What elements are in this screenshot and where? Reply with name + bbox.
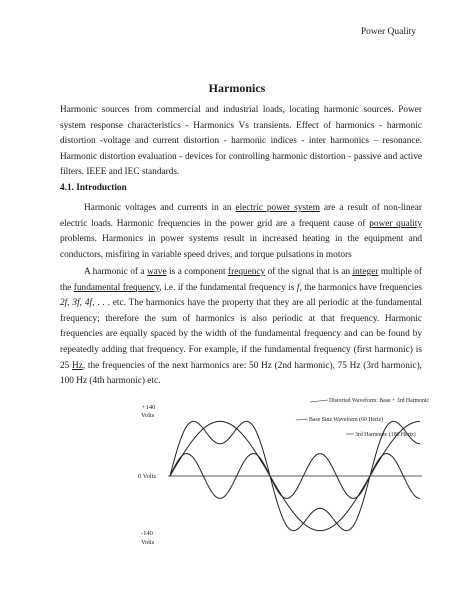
text-run: of the signal that is an [265,267,353,277]
text-run: multiple of the [60,267,422,293]
leader-base [296,419,308,420]
text-run: problems. Harmonics in power systems result in increased heating in the equipment and conductors, misfiring in variable speed drives, and torque pulsations in motors [60,234,422,260]
legend-distorted: Distorted Waveform: Base + 3rd Harmonic [329,398,430,404]
link-fundamental-frequency[interactable]: fundamental frequency [73,282,160,293]
math-3f: 3f [72,298,80,309]
legend-base: Base Sine Waveform (60 Hertz) [309,417,384,423]
harmonics-waveform-figure [132,394,432,554]
text-run: is a component [166,267,229,277]
link-integer[interactable]: integer [352,267,379,277]
y-zero-label: 0 Volts [138,473,157,480]
text-run: , . . . etc. The harmonics have the property that they are all periodic at the fundamental frequency; therefore the sum of harmonics is also periodic at that frequency. Harmonic frequencies are equally spaced by the width of the fundamental frequency and can be found by repeatedly adding that frequency. For example, if the fundamental frequency (first harmonic) is 25 [60,298,423,371]
page-title: Harmonics [208,81,266,95]
text-run: , [67,298,73,309]
text-run: Harmonic voltages and currents in an [84,203,236,213]
math-2f: 2f [60,298,68,309]
math-4f: 4f [84,298,93,309]
link-wave[interactable]: wave [146,267,167,277]
text-run: , i.e. if the fundamental frequency is [159,282,297,293]
abstract-paragraph: Harmonic sources from commercial and industrial loads, locating harmonic sources. Power system response characteristics - Harmonics Vs transients. Effect of harmonics - harmonic distortion -voltage and current distortion - harmonic indices - inter harmonics – resonance. Harmonic distortion evaluation - devices for controlling harmonic distortion - passive and active filters. IEEE and IEC standards. [60,105,422,178]
math-f: f [296,282,300,293]
link-power-quality[interactable]: power quality [369,218,422,229]
intro-paragraph-1 [60,201,422,263]
text-run: , the frequencies of the next harmonics are: 50 Hz (2nd harmonic), 75 Hz (3rd harmonic), 100 Hz (4th harmonic) etc. [60,360,422,387]
section-heading: 4.1. Introduction [60,183,127,193]
y-bottom-value: -140 [141,530,153,537]
legend-third: 3rd Harmonic (180 Hertz) [355,432,416,438]
link-hz[interactable]: Hz [72,360,83,371]
text-run: are a result of non-linear electric loads. Harmonic frequencies in the power grid are a frequent cause of [60,203,422,229]
y-bottom-unit: Volts [141,539,155,546]
text-run: , [79,298,85,309]
link-electric-power-system[interactable]: electric power system [235,203,320,213]
waveform-diagram [132,394,432,554]
intro-paragraph-2 [60,265,422,390]
y-top-unit: Volts [141,412,155,419]
link-frequency[interactable]: frequency [228,267,266,277]
running-header: Power Quality [360,27,416,37]
text-run: , the harmonics have frequencies [299,282,422,293]
y-top-value: +140 [142,404,156,411]
leader-distorted [310,400,328,402]
text-run: A harmonic of a [84,267,147,277]
